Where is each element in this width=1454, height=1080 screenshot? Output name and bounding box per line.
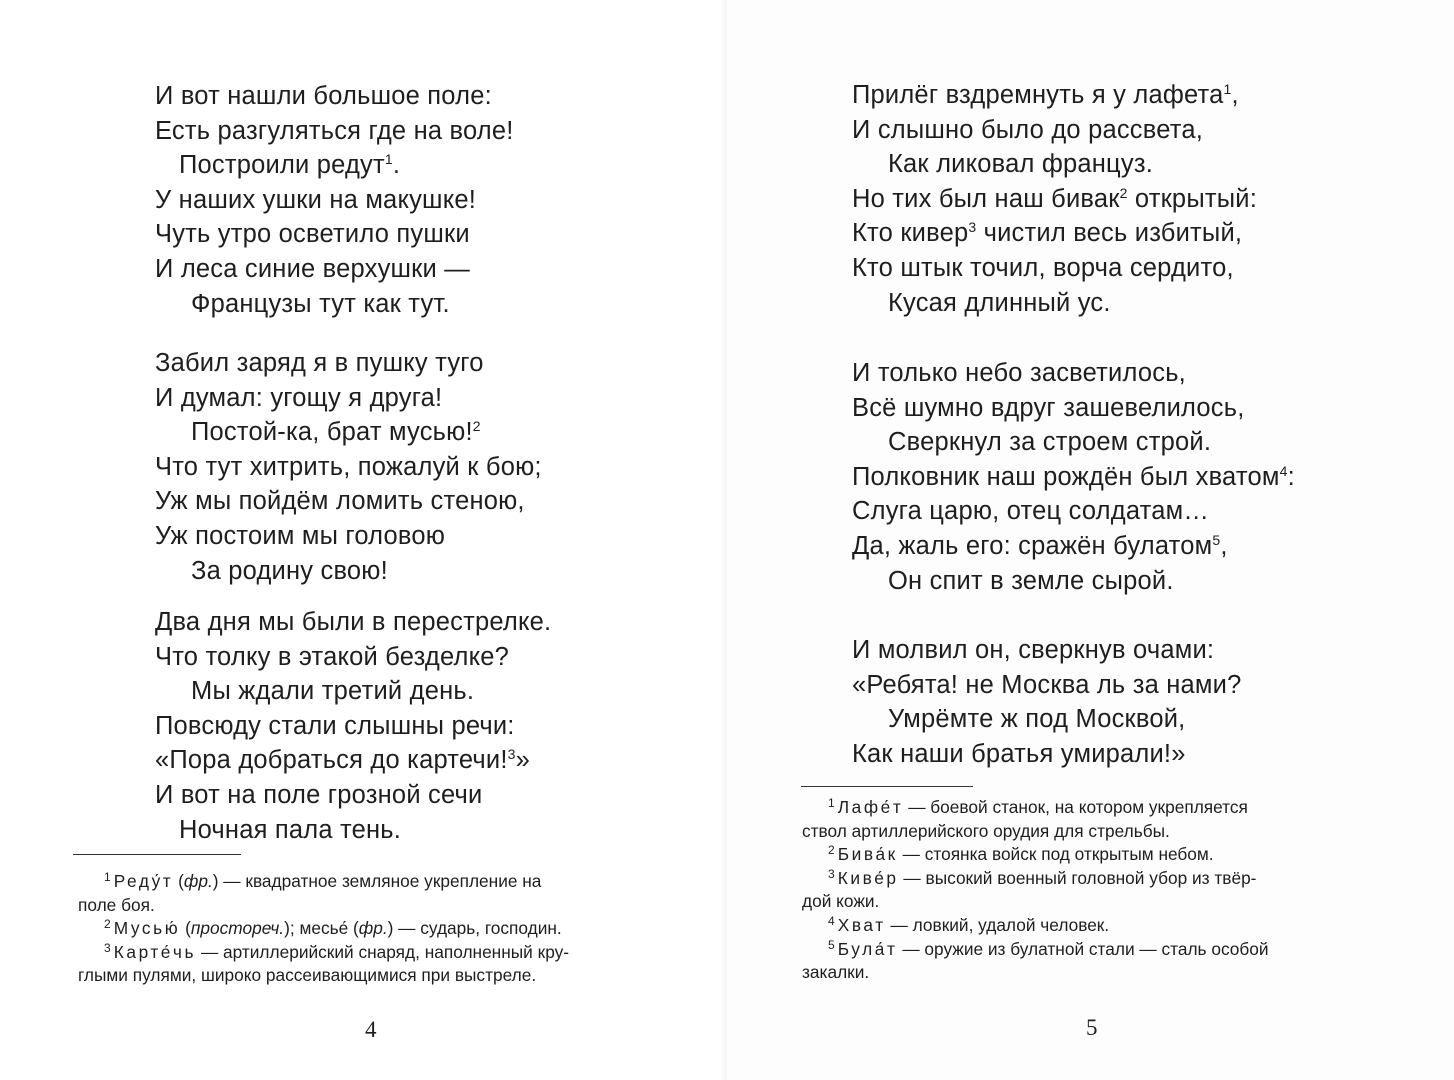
verse-line — [852, 633, 1241, 668]
verse-text: Уж постоим мы головою — [155, 521, 446, 550]
stanza — [155, 346, 542, 588]
verse-text: Как наши братья умирали!» — [852, 739, 1186, 768]
verse-text: Построили редут — [179, 151, 385, 180]
footnote-ref: 3 — [507, 746, 516, 763]
footnote-abbrev: фр. — [183, 871, 213, 891]
footnote-rule — [73, 854, 241, 855]
right-page — [727, 0, 1454, 1080]
verse-line — [852, 356, 1295, 391]
verse-text: Сверкнул за строем строй. — [888, 428, 1212, 457]
verse-line — [155, 554, 542, 589]
verse-text: Французы тут как тут. — [191, 289, 450, 318]
footnote-term: Карте́чь — [113, 941, 197, 962]
footnote-text: — оружие из булатной стали — сталь особой — [897, 938, 1269, 959]
footnote-text: — высокий военный головной убор из твёр- — [898, 867, 1257, 888]
verse-line — [155, 381, 542, 416]
footnote — [802, 796, 1269, 820]
footnote-ref: 2 — [472, 418, 481, 435]
verse-text: И только небо засветилось, — [852, 359, 1186, 387]
footnote-term: Хват — [837, 914, 886, 935]
footnote-text: — боевой станок, на котором укрепляется — [903, 797, 1248, 817]
verse-text-tail: , — [1231, 81, 1239, 109]
verse-text: Что тут хитрить, пожалуй к бою; — [155, 452, 542, 481]
footnote-term: Бива́к — [837, 844, 898, 865]
verse-text: Полковник наш рождён был хватом — [852, 462, 1280, 491]
verse-line — [155, 183, 514, 218]
page-number: 5 — [1086, 1015, 1098, 1040]
footnote-text: поле боя. — [78, 894, 155, 915]
footnote-number: 2 — [104, 917, 111, 932]
verse-line — [155, 79, 514, 114]
verse-text: Кто кивер — [852, 219, 969, 248]
footnote — [802, 938, 1269, 962]
verse-text-tail: » — [515, 746, 531, 775]
verse-line — [852, 564, 1295, 599]
footnote-ref: 5 — [1212, 531, 1221, 548]
page-number: 4 — [365, 1017, 377, 1042]
verse-text: Кто штык точил, ворча сердито, — [852, 253, 1234, 282]
footnote-number: 1 — [828, 796, 835, 810]
verse-line — [852, 668, 1241, 703]
stanza — [852, 78, 1257, 320]
verse-text: И слышно было до рассвета, — [852, 115, 1204, 144]
verse-line — [852, 529, 1295, 564]
verse-line — [155, 519, 542, 554]
verse-text-tail: чистил весь избитый, — [976, 219, 1243, 248]
footnote-number: 3 — [104, 940, 111, 955]
verse-line — [852, 251, 1257, 286]
verse-text: За родину свою! — [191, 556, 388, 585]
verse-line — [155, 287, 514, 322]
verse-line — [155, 778, 551, 813]
verse-text: Два дня мы были в перестрелке. — [155, 608, 552, 636]
verse-text: И вот нашли большое поле: — [155, 82, 492, 110]
verse-text: Прилёг вздремнуть я у лафета — [852, 81, 1224, 109]
footnote-ref: 1 — [1223, 81, 1232, 97]
footnote — [78, 917, 569, 941]
footnote-term: Лафе́т — [837, 797, 904, 817]
footnote-text: — ловкий, удалой человек. — [885, 914, 1110, 935]
footnote — [802, 890, 1269, 914]
verse-text: У наших ушки на макушке! — [155, 185, 476, 214]
verse-line — [155, 674, 551, 709]
footnote-ref: 4 — [1279, 462, 1288, 479]
footnote-ref: 1 — [384, 151, 393, 168]
verse-text: Он спит в земле сырой. — [888, 566, 1174, 595]
verse-text: Уж мы пойдём ломить стеною, — [155, 487, 525, 516]
verse-line — [852, 78, 1257, 113]
footnote-rule — [801, 786, 973, 787]
verse-text: Да, жаль его: сражён булатом — [852, 531, 1213, 560]
verse-text: Ночная пала тень. — [179, 815, 402, 844]
stanza — [155, 79, 514, 321]
stanza — [852, 633, 1241, 771]
stanza — [852, 356, 1295, 598]
footnote-term: Киве́р — [837, 867, 899, 888]
verse-text-tail: : — [1287, 462, 1295, 491]
footnote-text: ); месье́ ( — [284, 918, 359, 939]
verse-line — [852, 286, 1257, 321]
footnote-term: Реду́т — [113, 871, 174, 891]
footnote-text: закалки. — [802, 962, 870, 983]
verse-line — [155, 484, 542, 519]
footnote-ref: 2 — [1119, 184, 1128, 201]
verse-text: «Ребята! не Москва ль за нами? — [852, 670, 1242, 699]
footnote-text: дой кожи. — [802, 891, 880, 912]
verse-text: Как ликовал француз. — [888, 150, 1153, 179]
verse-line — [155, 640, 551, 675]
verse-text: Есть разгуляться где на воле! — [155, 116, 514, 145]
footnote — [802, 820, 1269, 844]
verse-text: Умрёмте ж под Москвой, — [888, 705, 1186, 734]
verse-line — [155, 450, 542, 485]
footnotes — [78, 870, 569, 988]
verse-text: И молвил он, сверкнув очами: — [852, 636, 1215, 664]
verse-text: Слуга царю, отец солдатам… — [852, 497, 1210, 526]
footnote — [78, 894, 569, 918]
verse-text: Повсюду стали слышны речи: — [155, 711, 515, 740]
footnote-text: ( — [180, 918, 191, 939]
footnote-ref: 3 — [968, 219, 977, 236]
verse-line — [155, 148, 514, 183]
verse-line — [852, 702, 1241, 737]
verse-text: Постой-ка, брат мусью! — [191, 418, 473, 447]
verse-line — [155, 114, 514, 149]
footnote-number: 2 — [828, 843, 835, 858]
verse-line — [852, 494, 1295, 529]
verse-text: Чуть утро осветило пушки — [155, 220, 470, 249]
footnotes — [802, 796, 1269, 985]
verse-text-tail: , — [1220, 531, 1228, 560]
footnote-text: ) — сударь, господин. — [387, 918, 562, 939]
footnote-abbrev: фр. — [358, 918, 388, 939]
verse-line — [852, 182, 1257, 217]
footnote-text: ( — [173, 871, 184, 891]
verse-line — [852, 425, 1295, 460]
verse-line — [155, 217, 514, 252]
footnote — [802, 867, 1269, 891]
verse-line — [155, 605, 551, 640]
verse-text: Забил заряд я в пушку туго — [155, 349, 484, 377]
verse-line — [852, 391, 1295, 426]
stanza — [155, 605, 551, 847]
footnote-abbrev: простореч. — [190, 918, 285, 939]
footnote — [78, 964, 569, 988]
footnote-number: 1 — [104, 870, 111, 884]
verse-line — [155, 813, 551, 848]
footnote-number: 3 — [828, 866, 835, 881]
verse-text: «Пора добраться до картечи! — [155, 746, 508, 775]
verse-line — [852, 113, 1257, 148]
verse-line — [155, 709, 551, 744]
verse-line — [155, 252, 514, 287]
verse-text: И леса синие верхушки — — [155, 254, 470, 283]
footnote — [802, 843, 1269, 867]
verse-line — [852, 460, 1295, 495]
verse-text: Мы ждали третий день. — [191, 677, 475, 706]
footnote-term: Мусью́ — [113, 918, 181, 939]
footnote-text: ) — квадратное земляное укрепление на — [212, 871, 542, 891]
footnote-number: 5 — [828, 937, 835, 952]
footnote — [78, 941, 569, 965]
footnote — [802, 914, 1269, 938]
verse-text-tail: открытый: — [1127, 184, 1257, 213]
verse-text: Всё шумно вдруг зашевелилось, — [852, 393, 1245, 422]
footnote — [802, 961, 1269, 985]
verse-line — [852, 216, 1257, 251]
footnote-text: — стоянка войск под открытым небом. — [897, 844, 1214, 865]
footnote-text: ствол артиллерийского орудия для стрельбы. — [802, 820, 1170, 841]
footnote — [78, 870, 569, 894]
footnote-text: — артиллерийский снаряд, наполненный кру- — [196, 941, 570, 962]
verse-line — [155, 743, 551, 778]
verse-line — [852, 737, 1241, 772]
footnote-number: 4 — [828, 913, 835, 928]
footnote-term: Була́т — [837, 938, 898, 959]
verse-text: И вот на поле грозной сечи — [155, 780, 483, 809]
verse-text: Кусая длинный ус. — [888, 288, 1111, 317]
verse-text: И думал: угощу я друга! — [155, 383, 443, 412]
verse-line — [155, 415, 542, 450]
verse-line — [155, 346, 542, 381]
footnote-text: глыми пулями, широко рассеивающимися при выстреле. — [78, 965, 537, 986]
verse-line — [852, 147, 1257, 182]
verse-text: Но тих был наш бивак — [852, 184, 1120, 213]
verse-text: Что толку в этакой безделке? — [155, 642, 510, 671]
verse-text-tail: . — [392, 151, 401, 180]
